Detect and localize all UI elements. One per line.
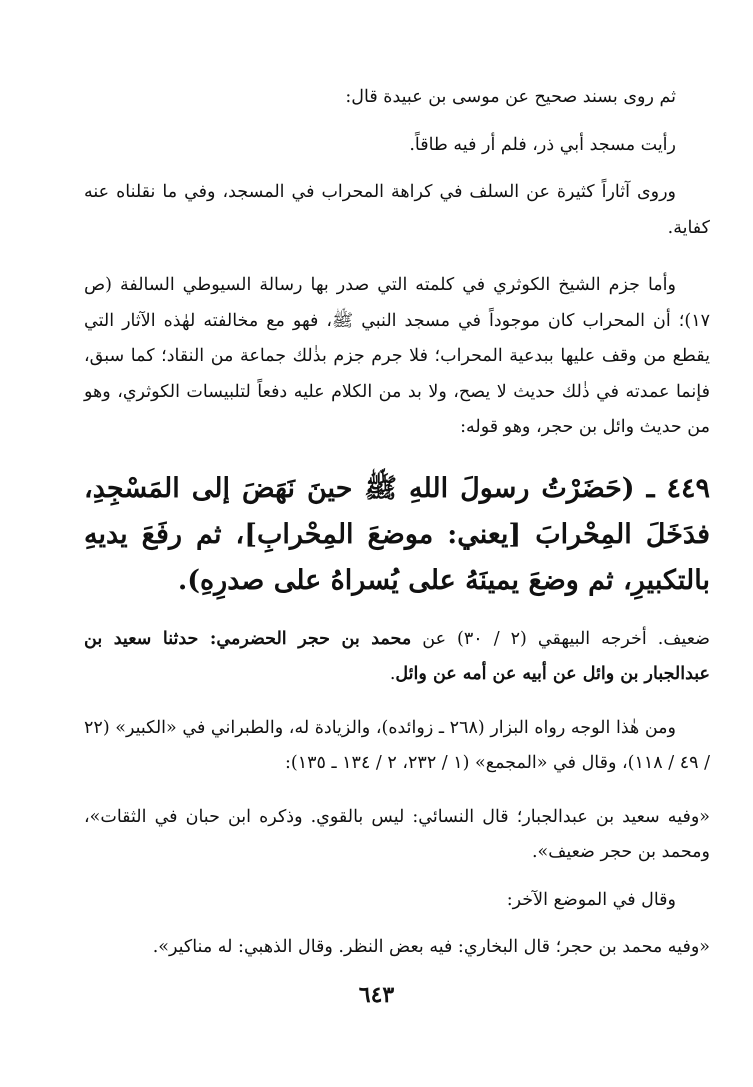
takhrij-verdict: ضعيف.	[657, 628, 711, 649]
majma-quote: «وفيه سعيد بن عبدالجبار؛ قال النسائي: ليس بالقوي. وذكره ابن حبان في الثقات»، ومحمد بن حجر ضعيف».	[84, 806, 710, 862]
takhrij-chain: محمد بن حجر الحضرمي: حدثنا سعيد بن عبدالجبار بن وائل عن أبيه عن أمه عن وائل	[84, 628, 710, 684]
intro-line-2: رأيت مسجد أبي ذر، فلم أر فيه طاقاً.	[409, 134, 676, 155]
takhrij-text-end: .	[389, 664, 396, 684]
takhrij-paragraph	[84, 622, 710, 693]
page-number: ٦٤٣	[358, 982, 395, 1008]
intro-line-3: وروى آثاراً كثيرة عن السلف في كراهة المحراب في المسجد، وفي ما نقلناه عنه كفاية.	[84, 182, 710, 238]
kawthari-paragraph: وأما جزم الشيخ الكوثري في كلمته التي صدر بها رسالة السيوطي السالفة (ص ١٧)؛ أن المحراب كان موجوداً في مسجد النبي ﷺ، فهو مع مخالفته لهٰذه الآثار التي يقطع من وقف عليها ببدعية المحراب؛ فلا جرم جزم بذٰلك جماعة من النقاد؛ كما سبق، فإنما عمدته في ذٰلك حديث لا يصح، ولا بد من الكلام عليه دفعاً لتلبيسات الكوثري، وهو من حديث وائل بن حجر، وهو قوله:	[84, 275, 710, 437]
takhrij-text-start: أخرجه البيهقي (٢ / ٣٠) عن	[422, 628, 647, 649]
hadith-text: ٤٤٩ ـ (حَضَرْتُ رسولَ اللهِ ﷺ حينَ نَهَضَ إلى المَسْجِدِ، فدَخَلَ المِحْرابَ [يعني: موضعَ المِحْرابِ]، ثم رفَعَ يديهِ بالتكبيرِ، ثم وضعَ يمينَهُ على يُسراهُ على صدرِهِ).	[84, 472, 710, 596]
intro-line-1: ثم روى بسند صحيح عن موسى بن عبيدة قال:	[345, 87, 676, 107]
book-page	[84, 80, 710, 966]
other-place-line: وقال في الموضع الآخر:	[506, 889, 676, 910]
bazzar-paragraph: ومن هٰذا الوجه رواه البزار (٢٦٨ ـ زوائده)، والزيادة له، والطبراني في «الكبير» (٢٢ / ٤٩ / ١١٨)، وقال في «المجمع» (١ / ٢٣٢، ٢ / ١٣٤ ـ ١٣٥):	[84, 717, 710, 773]
bukhari-quote: «وفيه محمد بن حجر؛ قال البخاري: فيه بعض النظر. وقال الذهبي: له مناكير».	[152, 937, 710, 957]
